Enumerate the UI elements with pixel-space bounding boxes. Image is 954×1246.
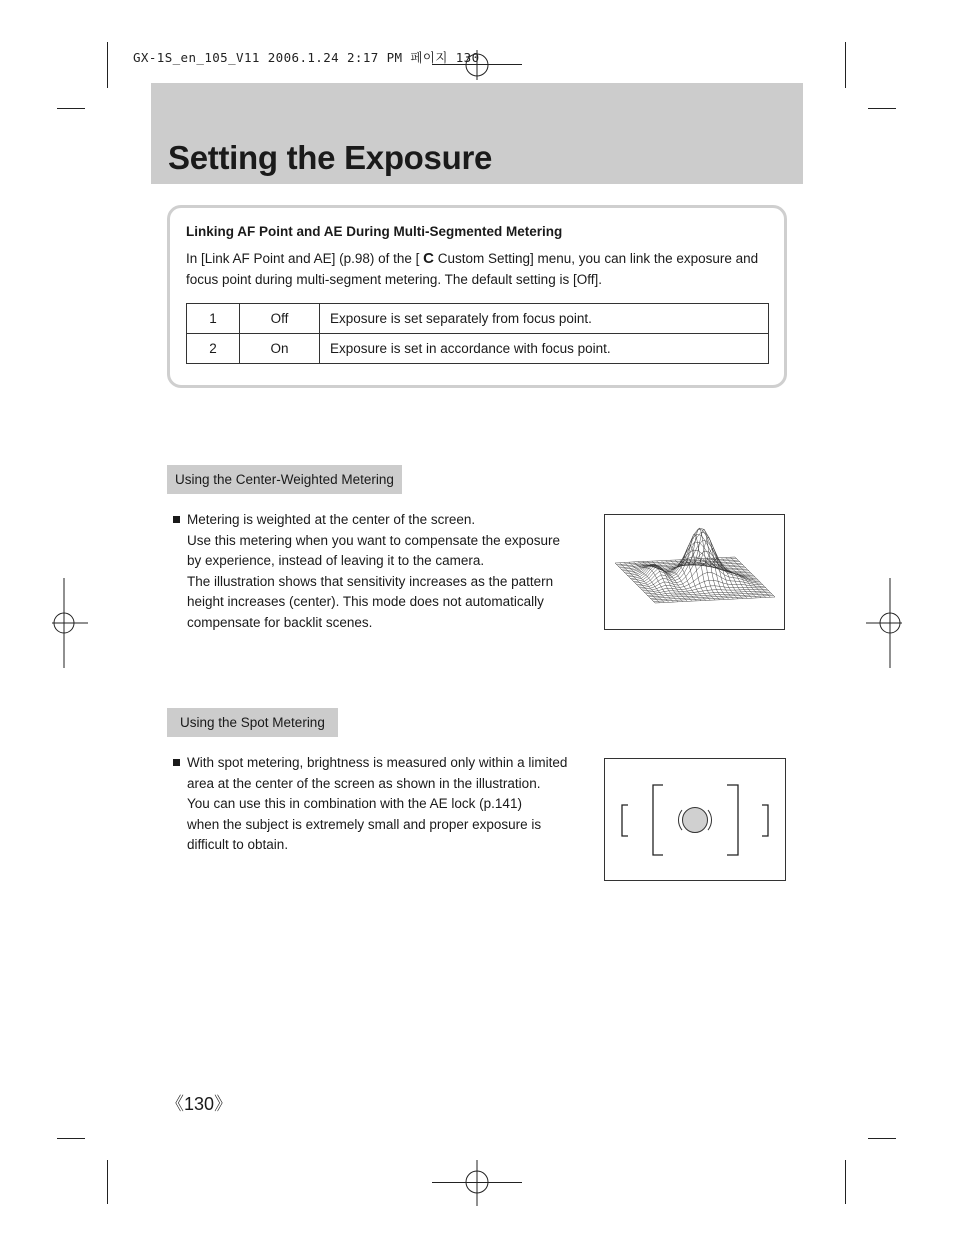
center-weighted-illustration	[604, 514, 785, 630]
crop-mark	[845, 42, 846, 88]
text-line: when the subject is extremely small and proper exposure is	[187, 816, 542, 832]
registration-mark-left	[52, 578, 88, 668]
text-line: With spot metering, brightness is measured only within a limited	[187, 755, 568, 770]
info-text-end: Custom Setting] menu, you can link the exposure and focus point during multi-segment metering. The default setting is [Off].	[186, 251, 759, 287]
bullet-icon	[173, 516, 180, 523]
text-line: height increases (center). This mode does not automatically	[187, 594, 544, 610]
text-line: by experience, instead of leaving it to the camera.	[187, 553, 485, 569]
table-row	[187, 334, 769, 364]
row-description: Exposure is set in accordance with focus point.	[320, 334, 769, 364]
info-box-text	[186, 248, 771, 290]
row-description: Exposure is set separately from focus point.	[320, 304, 769, 334]
bullet-icon	[173, 759, 180, 766]
text-line: compensate for backlit scenes.	[187, 614, 373, 630]
info-box	[167, 205, 787, 388]
crop-mark	[57, 108, 85, 109]
mesh-surface-graphic	[605, 515, 784, 629]
spot-metering-label: Using the Spot Metering	[167, 708, 338, 737]
viewfinder-graphic	[605, 759, 785, 880]
custom-setting-icon: C	[423, 250, 434, 267]
row-number: 1	[187, 304, 240, 334]
crop-mark	[868, 108, 896, 109]
crop-mark	[868, 1138, 896, 1139]
text-line: You can use this in combination with the AE lock (p.141)	[187, 796, 522, 812]
options-table	[186, 303, 769, 364]
text-line: area at the center of the screen as shown in the illustration.	[187, 775, 541, 791]
text-line: The illustration shows that sensitivity increases as the pattern	[187, 573, 554, 589]
center-weighted-text	[173, 510, 573, 634]
page-number: 《130》	[166, 1094, 233, 1114]
row-value: On	[240, 334, 320, 364]
spot-metering-text	[173, 753, 583, 856]
row-value: Off	[240, 304, 320, 334]
table-row	[187, 304, 769, 334]
info-text-start: In [Link AF Point and AE] (p.98) of the [	[186, 251, 424, 266]
page-title: Setting the Exposure	[168, 139, 493, 176]
spot-metering-illustration	[604, 758, 786, 881]
text-line: Use this metering when you want to compensate the exposure	[187, 532, 560, 548]
registration-mark-right	[866, 578, 902, 668]
print-slug: GX-1S_en_105_V11 2006.1.24 2:17 PM 페이지 130	[133, 50, 480, 65]
text-line: Metering is weighted at the center of the screen.	[187, 512, 476, 527]
crop-mark	[107, 42, 108, 88]
crop-mark	[107, 1160, 108, 1204]
mesh-lines	[615, 528, 775, 603]
crop-mark	[57, 1138, 85, 1139]
registration-mark-bottom	[462, 1160, 492, 1206]
row-number: 2	[187, 334, 240, 364]
center-weighted-label: Using the Center-Weighted Metering	[167, 465, 402, 494]
crop-mark	[845, 1160, 846, 1204]
text-line: difficult to obtain.	[187, 837, 289, 853]
info-box-heading: Linking AF Point and AE During Multi-Segmented Metering	[186, 224, 563, 239]
title-band	[151, 83, 803, 184]
